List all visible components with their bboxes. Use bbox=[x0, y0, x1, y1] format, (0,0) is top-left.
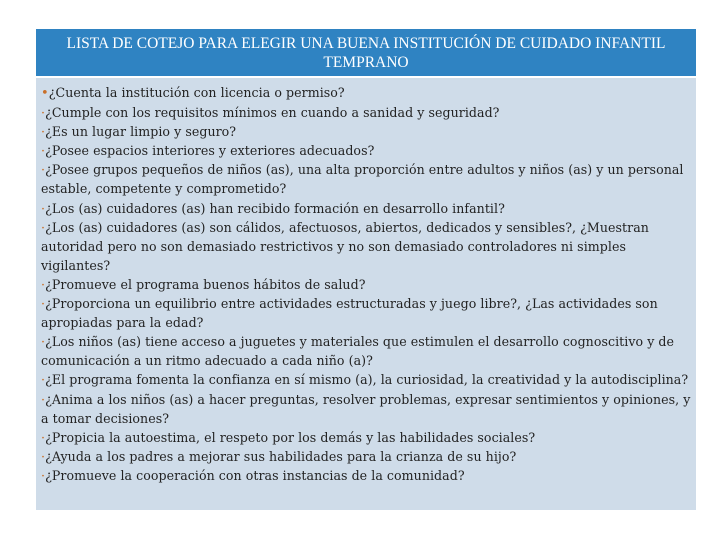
checklist-item: ·¿Ayuda a los padres a mejorar sus habilidades para la crianza de su hijo? bbox=[41, 448, 517, 464]
checklist-item: ·¿Proporciona un equilibrio entre actividades estructuradas y juego libre?, ¿Las actividades son apropiadas para la edad? bbox=[41, 296, 658, 331]
bullet-icon: · bbox=[41, 334, 46, 350]
bullet-icon: · bbox=[41, 124, 46, 140]
bullet-icon: · bbox=[41, 276, 46, 292]
slide-title: LISTA DE COTEJO PARA ELEGIR UNA BUENA INSTITUCIÓN DE CUIDADO INFANTIL TEMPRANO bbox=[36, 29, 696, 76]
bullet-icon: · bbox=[41, 448, 46, 464]
bullet-icon: · bbox=[41, 105, 46, 121]
bullet-icon: · bbox=[41, 429, 46, 445]
checklist-item: ·¿Promueve la cooperación con otras instancias de la comunidad? bbox=[41, 467, 465, 483]
checklist-item: ·¿Los niños (as) tiene acceso a juguetes y materiales que estimulen el desarrollo cognoscitivo y de comunicación a un ritmo adecuado a cada niño (a)? bbox=[41, 334, 675, 369]
bullet-icon: · bbox=[41, 162, 46, 178]
checklist-item: ·¿Cumple con los requisitos mínimos en cuando a sanidad y seguridad? bbox=[41, 105, 500, 121]
checklist-item: ·¿Anima a los niños (as) a hacer preguntas, resolver problemas, expresar sentimientos y opiniones, y a tomar decisiones? bbox=[41, 391, 691, 426]
bullet-icon: · bbox=[41, 296, 46, 312]
checklist-item: ·¿Propicia la autoestima, el respeto por los demás y las habilidades sociales? bbox=[41, 429, 536, 445]
bullet-icon: · bbox=[41, 391, 46, 407]
bullet-icon: · bbox=[41, 219, 46, 235]
checklist-item: ·¿Promueve el programa buenos hábitos de salud? bbox=[41, 276, 366, 292]
checklist-item: ·¿Los (as) cuidadores (as) han recibido formación en desarrollo infantil? bbox=[41, 200, 505, 216]
checklist-item: ·¿Posee espacios interiores y exteriores adecuados? bbox=[41, 143, 375, 159]
checklist-item: ·¿Es un lugar limpio y seguro? bbox=[41, 124, 237, 140]
checklist-body bbox=[36, 78, 696, 510]
bullet-icon: · bbox=[41, 200, 46, 216]
checklist-item: ·¿El programa fomenta la confianza en sí mismo (a), la curiosidad, la creatividad y la autodisciplina? bbox=[41, 372, 689, 388]
checklist-item: •¿Cuenta la institución con licencia o permiso? bbox=[41, 85, 345, 101]
bullet-icon: • bbox=[41, 86, 49, 101]
bullet-icon: · bbox=[41, 372, 46, 388]
bullet-icon: · bbox=[41, 143, 46, 159]
checklist-item: ·¿Posee grupos pequeños de niños (as), una alta proporción entre adultos y niños (as) y un personal estable, competente y comprometido? bbox=[41, 162, 684, 197]
checklist-item: ·¿Los (as) cuidadores (as) son cálidos, afectuosos, abiertos, dedicados y sensibles?, ¿Muestran autoridad pero no son demasiado restrictivos y no son demasiado controladores ni simples vigilantes? bbox=[41, 219, 649, 273]
bullet-icon: · bbox=[41, 467, 46, 483]
